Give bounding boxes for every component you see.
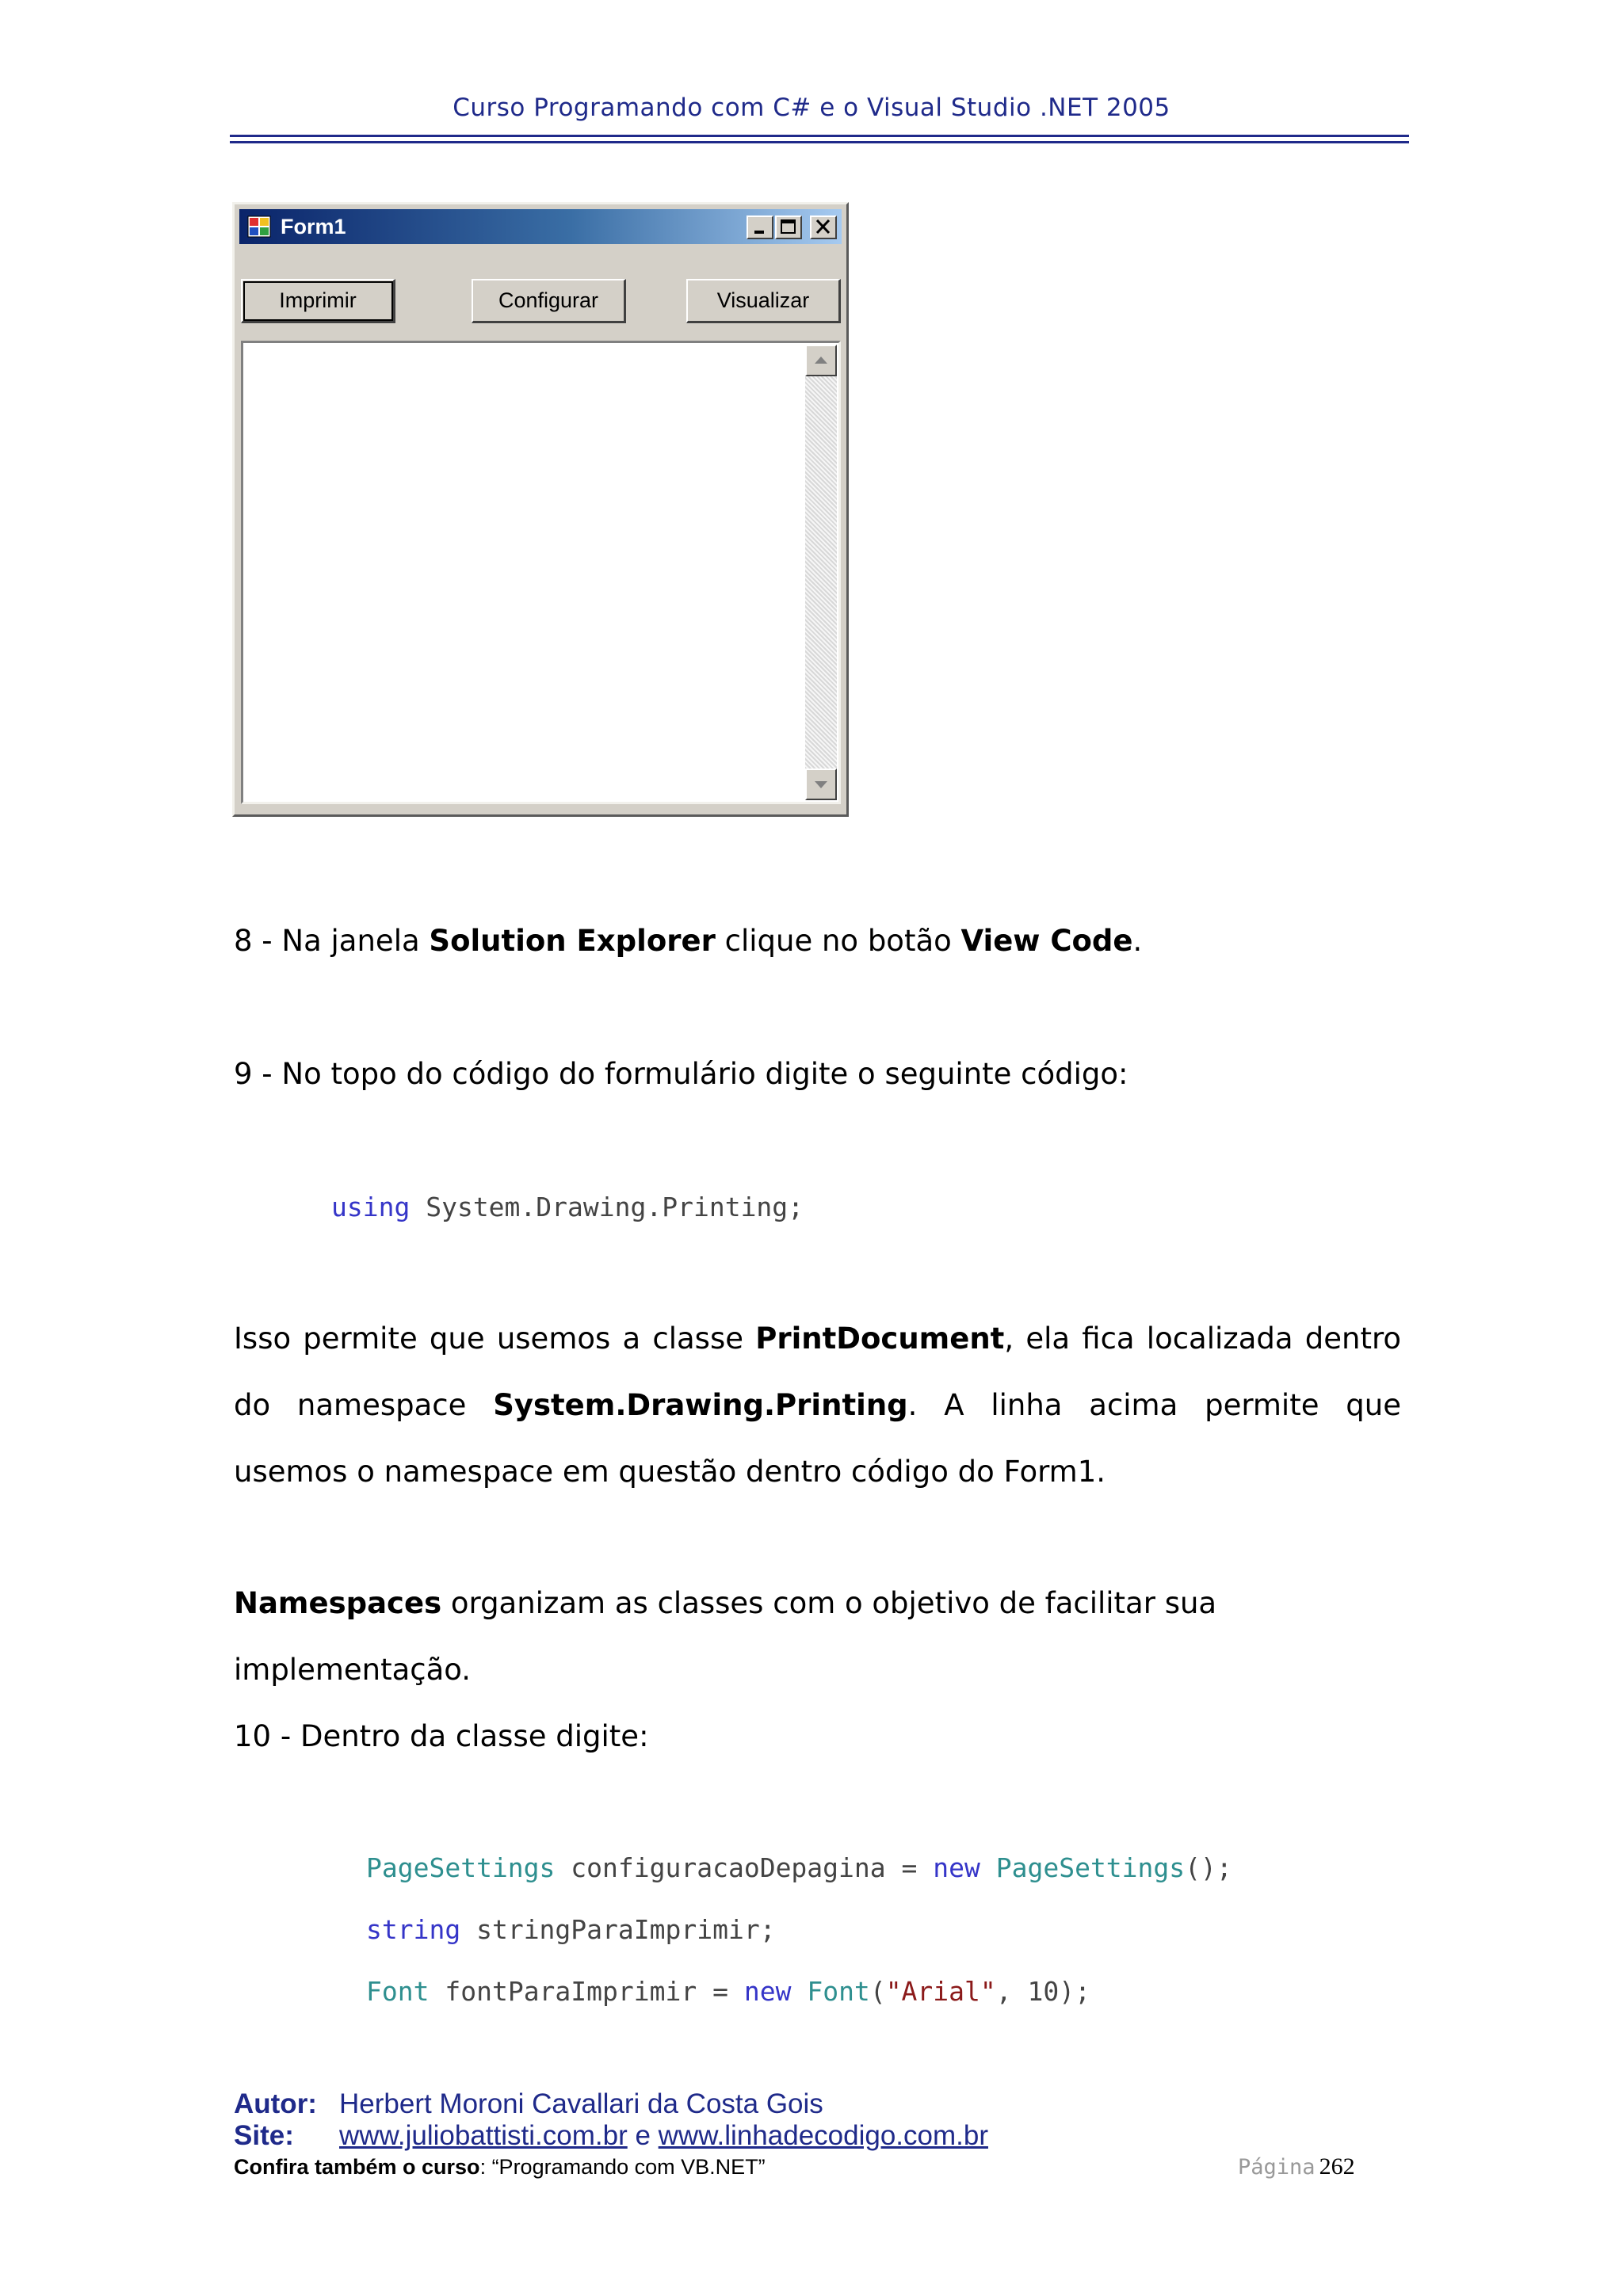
code-line-3 xyxy=(366,1958,1533,2025)
para-text-e: . A linha acima permite que usemos o namespace em questão dentro código do Form1. xyxy=(234,1388,1401,1489)
step-8-suffix: . xyxy=(1132,924,1143,958)
site-link-juliobattisti[interactable]: www.juliobattisti.com.br xyxy=(339,2120,628,2151)
namespaces-desc: organizam as classes com o objetivo de facilitar sua implementação. xyxy=(234,1586,1217,1687)
code-type-font: Font xyxy=(366,1976,430,2007)
para-text-c: , ela fica localizada dentro do namespace xyxy=(234,1322,1401,1422)
page-label: Página xyxy=(1238,2155,1316,2180)
step-8-middle: clique no botão xyxy=(715,924,961,958)
also-course-label: Confira também o curso xyxy=(234,2155,480,2179)
scroll-up-button[interactable] xyxy=(805,345,837,376)
code-paren: ( xyxy=(869,1976,886,2007)
code-keyword-using: using xyxy=(331,1192,411,1222)
code-line-1 xyxy=(366,1835,1533,1901)
explanation-paragraph xyxy=(234,1306,1401,1505)
code-end-3: , 10); xyxy=(995,1976,1090,2007)
arrow-up-icon xyxy=(807,346,835,375)
site-label: Site: xyxy=(234,2120,294,2151)
application-icon xyxy=(247,215,271,238)
code-space xyxy=(980,1852,996,1883)
code-string-arial: "Arial" xyxy=(885,1976,996,2007)
namespaces-term: Namespaces xyxy=(234,1586,442,1620)
code-type-pagesettings-ctor: PageSettings xyxy=(995,1852,1186,1883)
code-var-2: stringParaImprimir; xyxy=(460,1914,776,1945)
step-10-text: 10 - Dentro da classe digite: xyxy=(234,1719,649,1753)
code-var-1: configuracaoDepagina = xyxy=(555,1852,934,1883)
site-link-linhadecodigo[interactable]: www.linhadecodigo.com.br xyxy=(658,2120,988,2151)
view-code-term: View Code xyxy=(960,924,1133,958)
code-namespace: System.Drawing.Printing; xyxy=(410,1192,804,1222)
step-8-text xyxy=(234,908,1401,974)
code-line-2 xyxy=(366,1897,1533,1963)
header-rule-double xyxy=(230,141,1409,143)
scroll-down-button[interactable] xyxy=(805,769,837,800)
namespace-term: System.Drawing.Printing xyxy=(493,1388,908,1422)
maximize-icon xyxy=(777,217,800,238)
code-keyword-new-2: new xyxy=(743,1976,792,2007)
code-space-2 xyxy=(791,1976,807,2007)
also-course-note xyxy=(234,2155,766,2180)
close-button[interactable] xyxy=(810,215,837,239)
code-type-font-ctor: Font xyxy=(807,1976,870,2007)
code-type-pagesettings: PageSettings xyxy=(366,1852,556,1883)
page-number: 262 xyxy=(1319,2153,1355,2180)
arrow-down-icon xyxy=(807,770,835,799)
form1-window xyxy=(232,202,849,817)
close-icon xyxy=(812,217,835,238)
author-label: Autor: xyxy=(234,2088,317,2119)
window-title: Form1 xyxy=(281,215,346,238)
code-end-1: (); xyxy=(1185,1852,1232,1883)
para-text-a: Isso permite que usemos a classe xyxy=(234,1322,756,1356)
text-area[interactable] xyxy=(241,341,841,804)
site-separator: e xyxy=(627,2120,659,2151)
page-header-title: Curso Programando com C# e o Visual Studio .NET 2005 xyxy=(453,93,1170,122)
code-using-line xyxy=(331,1174,1499,1241)
printdocument-term: PrintDocument xyxy=(755,1322,1005,1356)
author-name: Herbert Moroni Cavallari da Costa Gois xyxy=(339,2088,823,2119)
also-course-title: : “Programando com VB.NET” xyxy=(479,2155,766,2179)
configure-button[interactable]: Configurar xyxy=(472,279,626,323)
minimize-icon xyxy=(748,217,772,238)
code-keyword-new: new xyxy=(933,1852,980,1883)
namespaces-paragraph xyxy=(234,1570,1401,1703)
window-titlebar[interactable] xyxy=(239,209,842,244)
step-9-text: 9 - No topo do código do formulário digite o seguinte código: xyxy=(234,1057,1128,1091)
code-var-3: fontParaImprimir = xyxy=(429,1976,744,2007)
header-rule xyxy=(230,135,1409,137)
step-8-prefix: 8 - Na janela xyxy=(234,924,430,958)
code-keyword-string: string xyxy=(366,1914,461,1945)
vertical-scrollbar[interactable] xyxy=(805,345,837,800)
preview-button[interactable]: Visualizar xyxy=(686,279,841,323)
site-links xyxy=(339,2120,988,2152)
minimize-button[interactable] xyxy=(747,215,773,239)
page-number-block xyxy=(1238,2153,1355,2180)
solution-explorer-term: Solution Explorer xyxy=(429,924,716,958)
maximize-button[interactable] xyxy=(775,215,802,239)
print-button[interactable]: Imprimir xyxy=(241,279,395,323)
